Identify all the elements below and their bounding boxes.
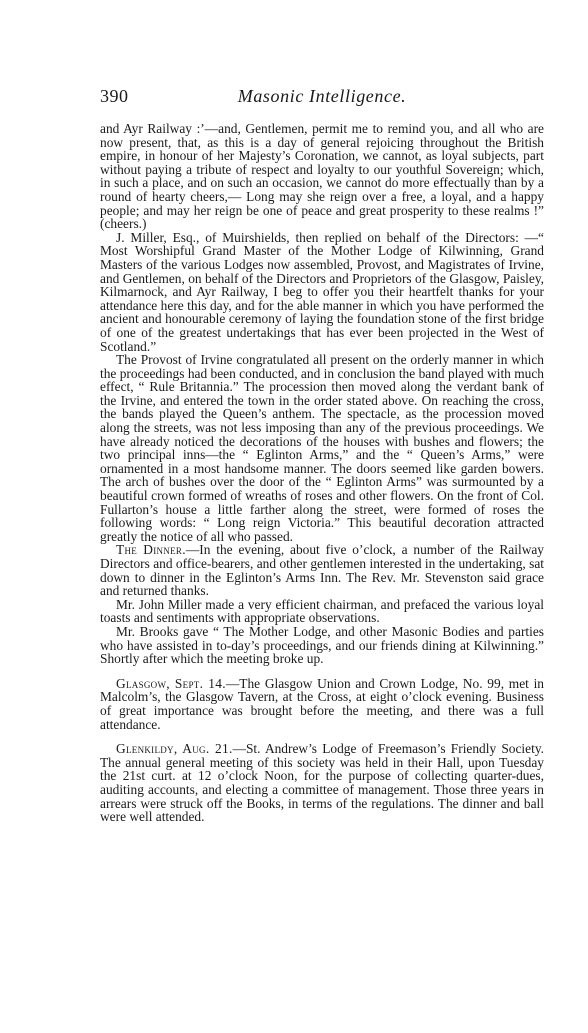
- paragraph-toast: [100, 625, 544, 666]
- paragraph-text: The Provost of Irvine congratulated all present on the orderly manner in which the proceedings had been conducted, and in conclusion the band played with much effect, “ Rule Britannia.” The procession then moved along the verdant bank of the Irvine, and entered the town in the order stated above. On reaching the cross, the bands played the Queen’s anthem. The spectacle, as the procession moved along the streets, was not less imposing than any of the previous proceedings. We have already noticed the decorations of the houses with bushes and flowers; the two principal inns—the “ Eglinton Arms,” and the “ Queen’s Arms,” were ornamented in a most handsome manner. The doors seemed like garden bowers. The arch of bushes over the door of the “ Eglinton Arms” was surmounted by a beautiful crown formed of wreaths of roses and other flowers. On the front of Col. Fullarton’s house a little farther along the street, were formed of roses the following words: “ Long reign Victoria.” This beautiful decoration attracted greatly the notice of all who passed.: [100, 352, 544, 544]
- paragraph-text: J. Miller, Esq., of Muirshields, then replied on behalf of the Directors: —“ Most Worshipful Grand Master of the Mother Lodge of Kilwinning, Grand Masters of the various Lodges now assembled, Provost, and Magistrates of Irvine, and Gentlemen, on behalf of the Directors and Proprietors of the Glasgow, Paisley, Kilmarnock, and Ayr Railway, I beg to offer you their heartfelt thanks for your attendance here this day, and for the able manner in which you have performed the ancient and honourable ceremony of laying the foundation stone of the first bridge of one of the greatest undertakings that has ever been projected in the West of Scotland.”: [100, 229, 544, 354]
- paragraph-text: —In the evening, about five o’clock, a number of the Railway Directors and office-bearers, and other gentlemen interested in the undertaking, sat down to dinner in the Eglinton’s Arms Inn. The Rev. Mr. Stevenston said grace and returned thanks.: [100, 542, 544, 599]
- section-lead: Glenkildy, Aug. 21.: [116, 741, 233, 757]
- paragraph-text: Mr. Brooks gave “ The Mother Lodge, and other Masonic Bodies and parties who have assisted in to-day’s proceedings, and our friends dining at Kilwinning.” Shortly after which the meeting broke up.: [100, 623, 544, 667]
- paragraph-text: Mr. John Miller made a very efficient chairman, and prefaced the various loyal toasts and sentiments with appropriate observations.: [100, 596, 544, 626]
- paragraph-speech-continuation: [100, 122, 544, 231]
- article-body: [100, 122, 544, 824]
- paragraph-text: and Ayr Railway :’—and, Gentlemen, permit me to remind you, and all who are now present, that, as this is a day of general rejoicing throughout the British empire, in honour of her Majesty’s Coronation, we cannot, as loyal subjects, part without paying a tribute of respect and loyalty to our youthful Sovereign; which, in such a place, and on such an occasion, we cannot do more effectually than by a round of hearty cheers,— Long may she reign over a free, a loyal, and a happy people; and may her reign be one of peace and great prosperity to these realms !” (cheers.): [100, 121, 544, 232]
- paragraph-text: —The Glasgow Union and Crown Lodge, No. 99, met in Malcolm’s, the Glasgow Tavern, at the Cross, at eight o’clock evening. Business of great importance was brought before the meeting, and there was a full attendance.: [100, 675, 544, 732]
- paragraph-miller-reply: [100, 231, 544, 353]
- paragraph-glasgow: [100, 677, 544, 731]
- section-lead: Glasgow, Sept. 14.: [116, 675, 226, 691]
- page-header: [100, 86, 544, 110]
- section-lead: The Dinner.: [116, 542, 186, 558]
- running-title: Masonic Intelligence.: [237, 86, 407, 106]
- page-number: 390: [100, 86, 129, 106]
- paragraph-glenkildy: [100, 742, 544, 824]
- paragraph-procession: [100, 353, 544, 543]
- paragraph-chairman: [100, 598, 544, 625]
- paragraph-dinner: [100, 543, 544, 597]
- paragraph-text: —St. Andrew’s Lodge of Freemason’s Friendly Society. The annual general meeting of this society was held in their Hall, upon Tuesday the 21st curt. at 12 o’clock Noon, for the purpose of collecting quarter-dues, auditing accounts, and electing a committee of management. Those three years in arrears were struck off the Books, in terms of the regulations. The dinner and ball were well attended.: [100, 741, 544, 825]
